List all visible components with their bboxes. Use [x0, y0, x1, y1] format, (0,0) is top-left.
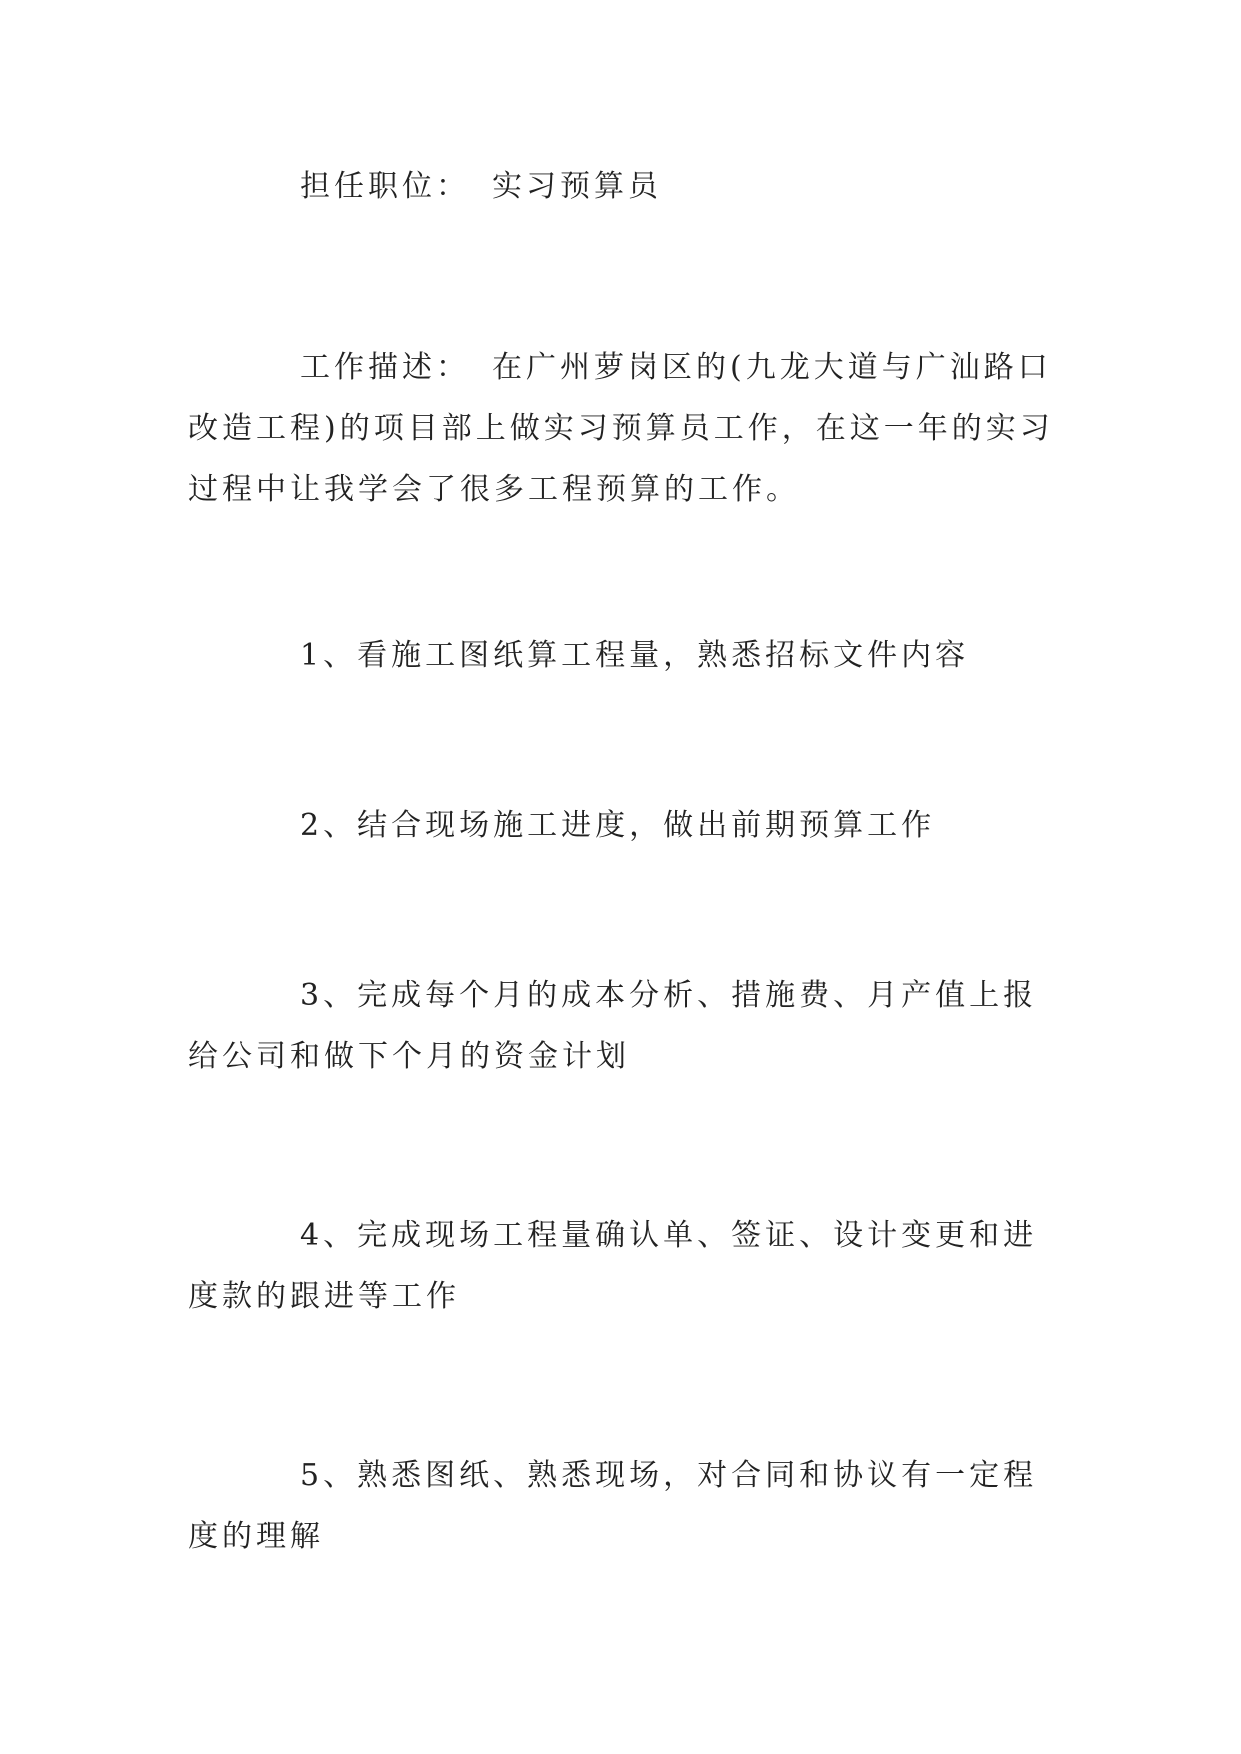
description-label: 工作描述： — [300, 350, 470, 385]
duty-item-3: 3、完成每个月的成本分析、措施费、月产值上报给公司和做下个月的资金计划 — [188, 978, 1038, 1074]
duty-item-5: 5、熟悉图纸、熟悉现场，对合同和协议有一定程度的理解 — [188, 1458, 1038, 1554]
position-label: 担任职位： — [300, 169, 470, 204]
position-value: 实习预算员 — [492, 169, 662, 204]
description-paragraph — [188, 337, 1058, 520]
position-paragraph — [188, 156, 1058, 217]
description-text: 在广州萝岗区的(九龙大道与广汕路口改造工程)的项目部上做实习预算员工作，在这一年的实习过程中让我学会了很多工程预算的工作。 — [188, 350, 1054, 507]
duty-item-1: 1、看施工图纸算工程量，熟悉招标文件内容 — [300, 638, 970, 673]
duty-item-2: 2、结合现场施工进度，做出前期预算工作 — [300, 808, 936, 843]
duty-item-4: 4、完成现场工程量确认单、签证、设计变更和进度款的跟进等工作 — [188, 1218, 1038, 1314]
